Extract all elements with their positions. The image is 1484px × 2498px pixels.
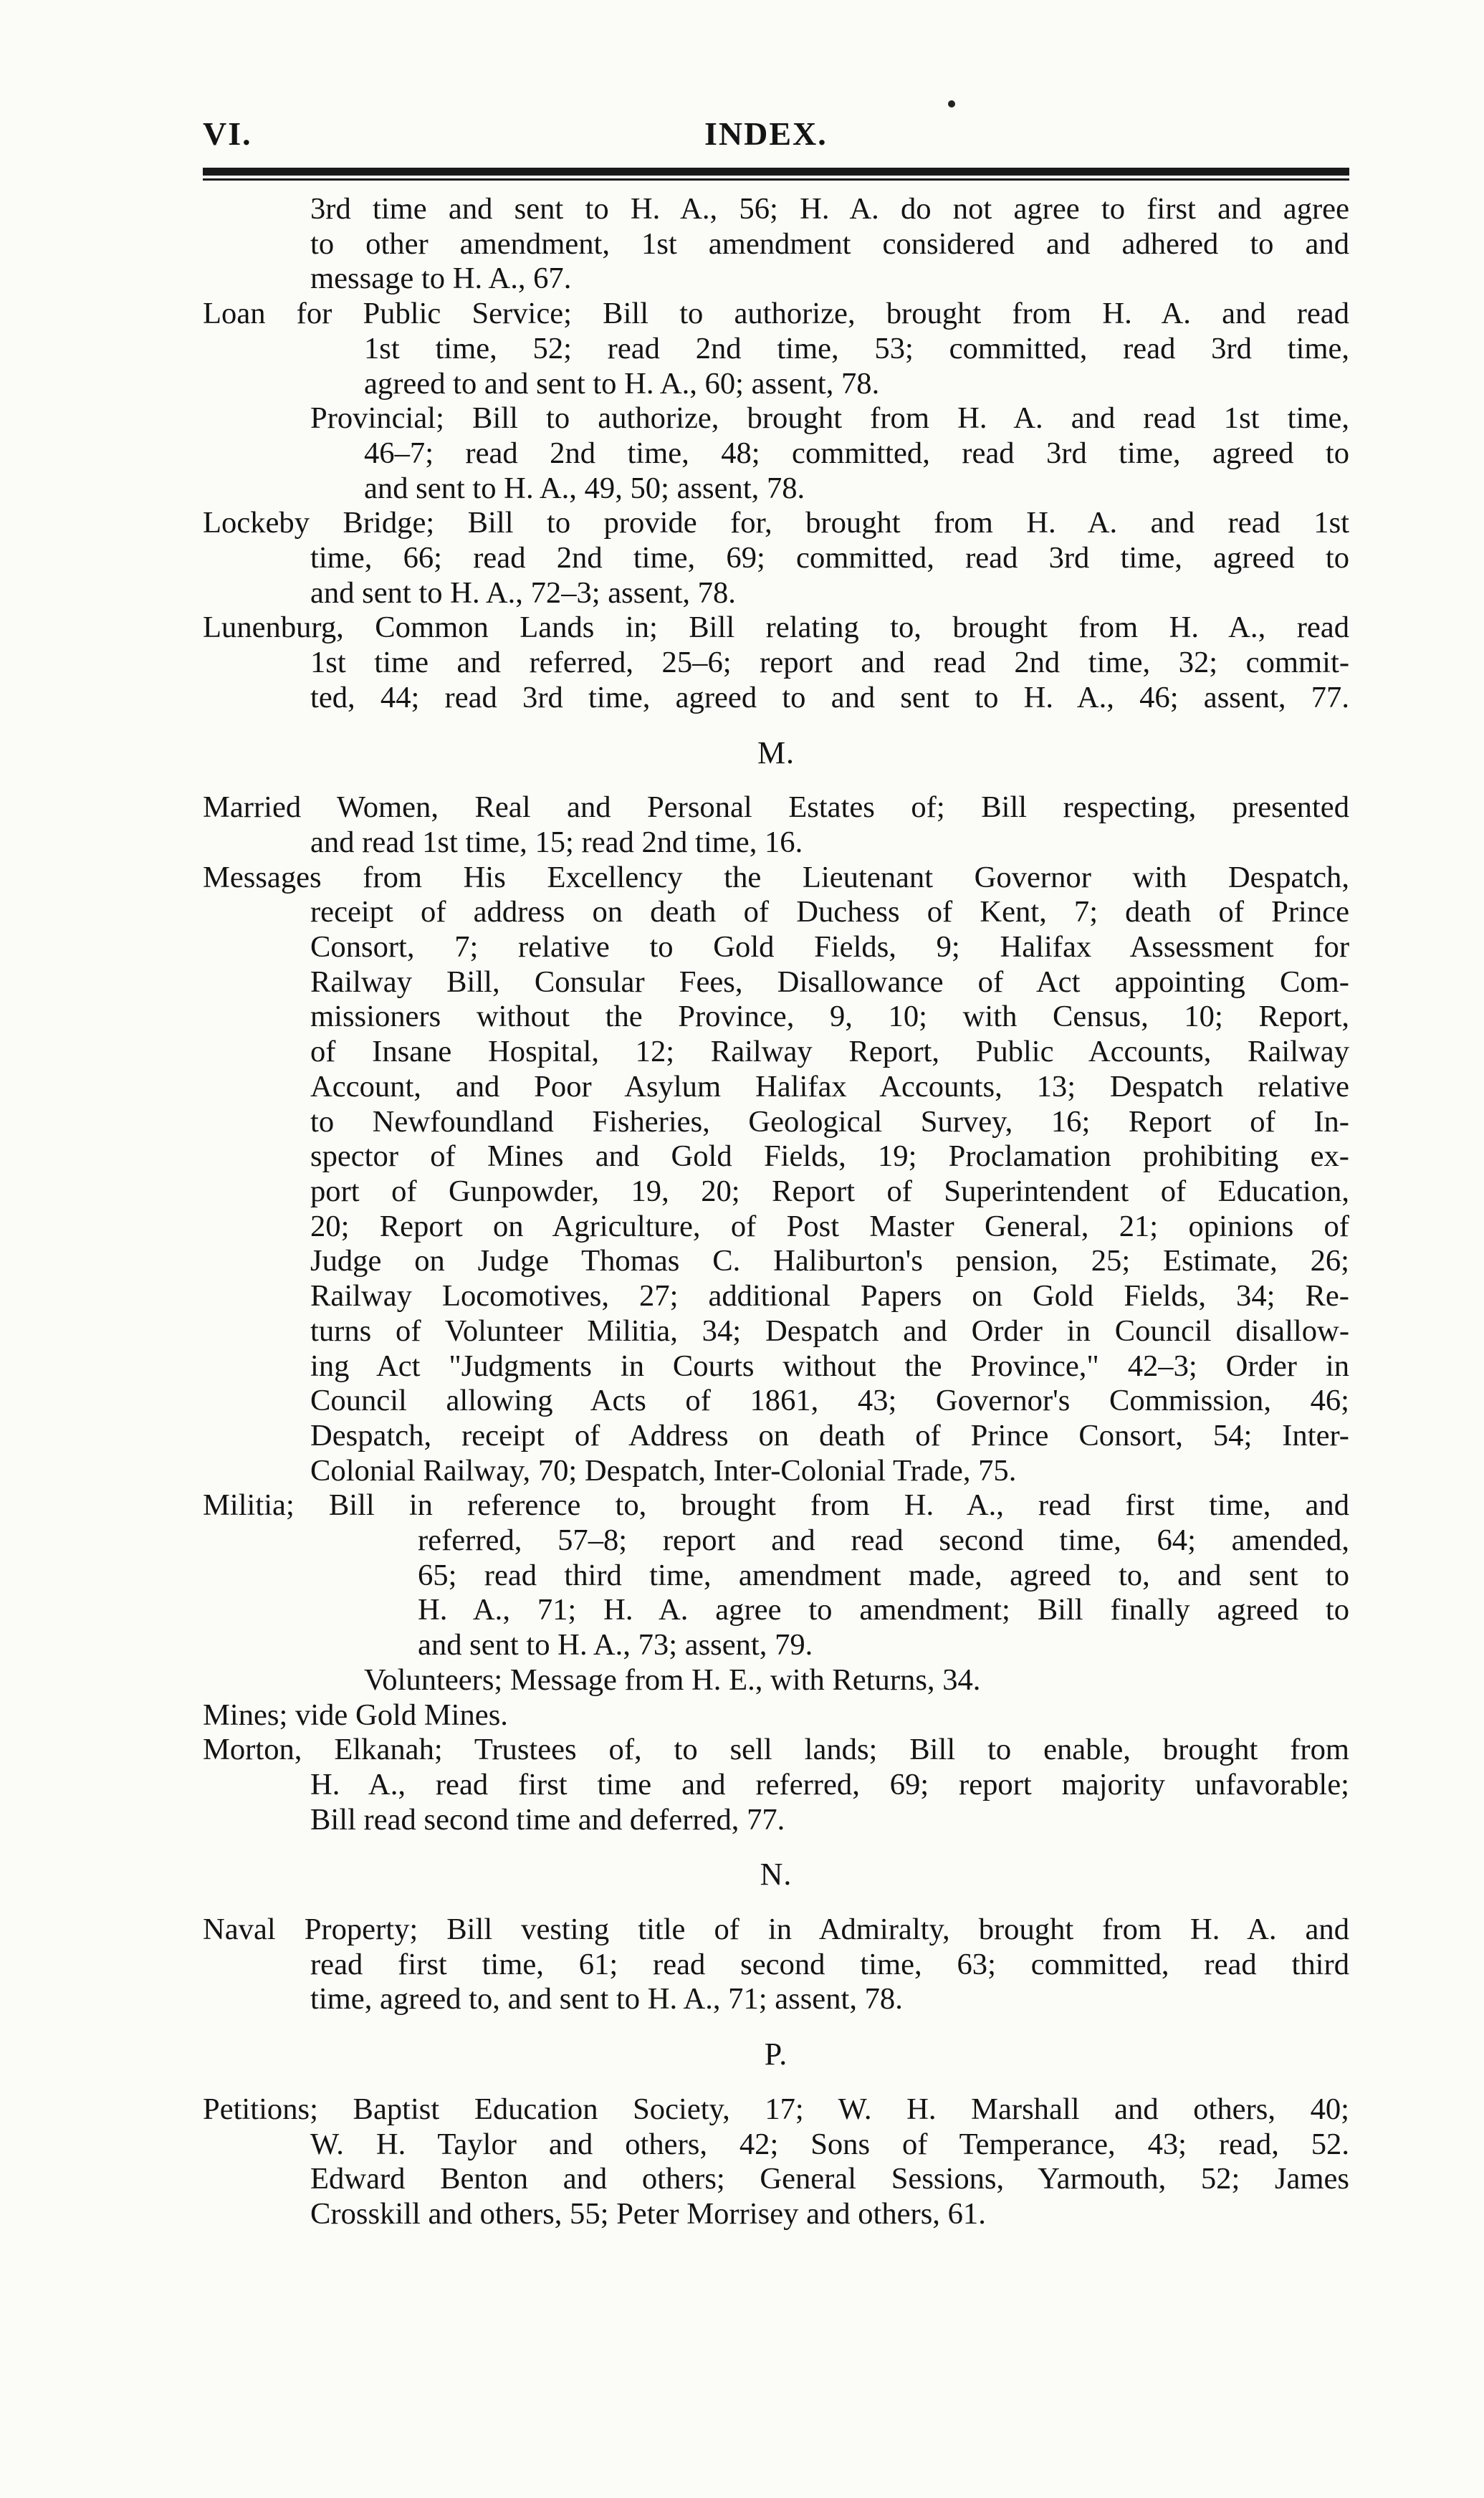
entry-line: time, 66; read 2nd time, 69; committed, read 3rd time, agreed to	[310, 541, 1349, 575]
entry-line: Railway Bill, Consular Fees, Disallowance of Act appointing Com-	[310, 965, 1349, 999]
entry-line: referred, 57–8; report and read second time, 64; amended,	[418, 1523, 1349, 1558]
section-heading-n: N.	[760, 1857, 793, 1892]
entry-militia-volunteers	[203, 1663, 1349, 1698]
entry-line: agreed to and sent to H. A., 60; assent, 78.	[364, 366, 880, 401]
entry-line: Colonial Railway, 70; Despatch, Inter-Colonial Trade, 75.	[310, 1453, 1017, 1488]
entry-line: spector of Mines and Gold Fields, 19; Proclamation prohibiting ex-	[310, 1139, 1349, 1174]
entry-line: and sent to H. A., 72–3; assent, 78.	[310, 575, 736, 610]
entry-line: to other amendment, 1st amendment considered and adhered to and	[310, 226, 1349, 261]
entry-line: read first time, 61; read second time, 63; committed, read third	[310, 1947, 1349, 1981]
page-header	[203, 115, 1349, 158]
entry-heading-line: Married Women, Real and Personal Estates of; Bill respecting, presented	[203, 790, 1349, 825]
index-text	[203, 192, 1349, 2232]
entry-naval-property	[203, 1913, 1349, 2017]
entry-heading-line: Petitions; Baptist Education Society, 17; W. H. Marshall and others, 40;	[203, 2092, 1349, 2126]
entry-line: H. A., read first time and referred, 69; report majority unfavorable;	[310, 1767, 1349, 1801]
entry-line: Railway Locomotives, 27; additional Papers on Gold Fields, 34; Re-	[310, 1279, 1349, 1313]
entry-line: H. A., 71; H. A. agree to amendment; Bill finally agreed to	[418, 1593, 1349, 1627]
entry-heading-line: Mines; vide Gold Mines.	[203, 1698, 508, 1732]
entry-morton	[203, 1733, 1349, 1837]
entry-line: ing Act "Judgments in Courts without the Province," 42–3; Order in	[310, 1349, 1349, 1383]
entry-lockeby-bridge	[203, 506, 1349, 611]
entry-mines	[203, 1698, 1349, 1733]
header-rule-thin	[203, 178, 1349, 181]
entry-line: Edward Benton and others; General Sessions, Yarmouth, 52; James	[310, 2162, 1349, 2196]
entry-line: receipt of address on death of Duchess of Kent, 7; death of Prince	[310, 895, 1349, 929]
entry-line: Crosskill and others, 55; Peter Morrisey and others, 61.	[310, 2196, 986, 2231]
entry-petitions	[203, 2092, 1349, 2232]
running-head: INDEX.	[704, 115, 828, 152]
entry-line: Bill read second time and deferred, 77.	[310, 1802, 785, 1837]
entry-line: Judge on Judge Thomas C. Haliburton's pension, 25; Estimate, 26;	[310, 1244, 1349, 1278]
entry-lunenburg	[203, 611, 1349, 715]
entry-militia	[203, 1488, 1349, 1663]
entry-line: 1st time, 52; read 2nd time, 53; committed, read 3rd time,	[364, 331, 1349, 365]
header-rule-thick	[203, 168, 1349, 176]
entry-line: time, agreed to, and sent to H. A., 71; assent, 78.	[310, 1982, 903, 2016]
entry-line: missioners without the Province, 9, 10; with Census, 10; Report,	[310, 1000, 1349, 1034]
entry-line: Council allowing Acts of 1861, 43; Governor's Commission, 46;	[310, 1384, 1349, 1418]
entry-heading-line: Lockeby Bridge; Bill to provide for, brought from H. A. and read 1st	[203, 506, 1349, 540]
entry-subheading-line: Provincial; Bill to authorize, brought from H. A. and read 1st time,	[310, 401, 1349, 436]
entry-line: 3rd time and sent to H. A., 56; H. A. do not agree to first and agree	[310, 192, 1349, 226]
entry-heading-line: Militia; Bill in reference to, brought from H. A., read first time, and	[203, 1488, 1349, 1523]
entry-line: ted, 44; read 3rd time, agreed to and sent to H. A., 46; assent, 77.	[310, 680, 1349, 714]
entry-loan-public-service	[203, 297, 1349, 401]
entry-line: turns of Volunteer Militia, 34; Despatch and Order in Council disallow-	[310, 1313, 1349, 1348]
entry-loan-provincial	[203, 401, 1349, 506]
entry-line: 20; Report on Agriculture, of Post Master General, 21; opinions of	[310, 1209, 1349, 1243]
entry-line: 1st time and referred, 25–6; report and read 2nd time, 32; commit-	[310, 646, 1349, 680]
entry-line: 46–7; read 2nd time, 48; committed, read 3rd time, agreed to	[364, 436, 1349, 470]
entry-line: and sent to H. A., 49, 50; assent, 78.	[364, 471, 805, 505]
entry-heading-line: Loan for Public Service; Bill to authorize, brought from H. A. and read	[203, 297, 1349, 331]
entry-line: Consort, 7; relative to Gold Fields, 9; Halifax Assessment for	[310, 930, 1349, 965]
entry-line: of Insane Hospital, 12; Railway Report, Public Accounts, Railway	[310, 1035, 1349, 1069]
ink-speck	[948, 100, 955, 107]
entry-married-women	[203, 790, 1349, 860]
entry-line: to Newfoundland Fisheries, Geological Survey, 16; Report of In-	[310, 1104, 1349, 1139]
entry-heading-line: Naval Property; Bill vesting title of in Admiralty, brought from H. A. and	[203, 1913, 1349, 1947]
entry-subheading-line: Volunteers; Message from H. E., with Returns, 34.	[364, 1662, 981, 1697]
entry-heading-line: Morton, Elkanah; Trustees of, to sell lands; Bill to enable, brought from	[203, 1733, 1349, 1767]
section-heading-p: P.	[764, 2037, 788, 2072]
page-number: VI.	[203, 115, 252, 152]
entry-heading-line: Messages from His Excellency the Lieutenant Governor with Despatch,	[203, 860, 1349, 894]
entry-line: and read 1st time, 15; read 2nd time, 16.	[310, 825, 803, 859]
entry-line: message to H. A., 67.	[310, 262, 572, 296]
section-heading-m: M.	[757, 734, 795, 770]
entry-messages	[203, 861, 1349, 1489]
entry-line: Account, and Poor Asylum Halifax Accounts, 13; Despatch relative	[310, 1069, 1349, 1104]
entry-line: 65; read third time, amendment made, agreed to, and sent to	[418, 1558, 1349, 1592]
entry-line: port of Gunpowder, 19, 20; Report of Superintendent of Education,	[310, 1174, 1349, 1208]
entry-line: Despatch, receipt of Address on death of Prince Consort, 54; Inter-	[310, 1418, 1349, 1453]
entry-heading-line: Lunenburg, Common Lands in; Bill relating to, brought from H. A., read	[203, 611, 1349, 645]
entry-line: W. H. Taylor and others, 42; Sons of Temperance, 43; read, 52.	[310, 2127, 1349, 2161]
entry-line: and sent to H. A., 73; assent, 79.	[418, 1628, 813, 1662]
entry-continued	[203, 192, 1349, 297]
